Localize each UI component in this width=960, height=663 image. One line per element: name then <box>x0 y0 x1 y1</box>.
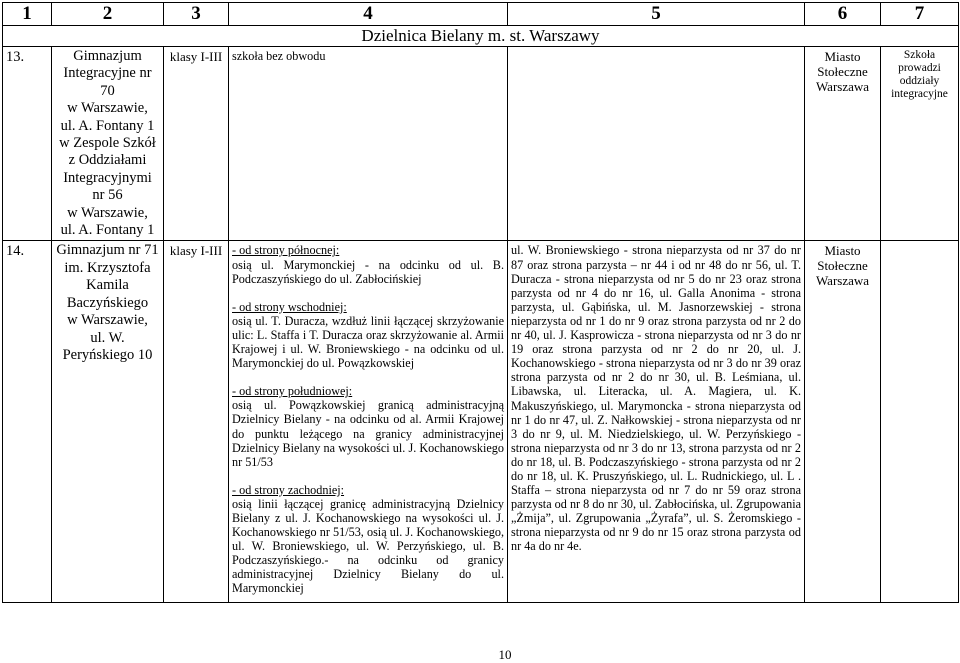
class-range: klasy I-III <box>164 241 229 602</box>
table-row <box>3 241 959 602</box>
district-title: Dzielnica Bielany m. st. Warszawy <box>3 26 959 47</box>
street-list <box>508 47 805 241</box>
page-number: 10 <box>498 647 512 662</box>
boundary-text-west: osią linii łączącej granicę administracyjną Dzielnicy Bielany z ul. J. Kochanowskiego na wysokości ul. J. Kochanowskiego nr 51/53, osią ul. J. Kochanowskiego, ul. W. Broniewskiego, ul. W. Perzyńskiego, ul. B. Podczaszyńskiego.- na odcinku od granicy administracyjnej Dzielnicy Bielany do ul. Marymonckiej <box>232 496 504 596</box>
school-boundary: szkoła bez obwodu <box>229 47 508 241</box>
school-note: Szkoła prowadzi oddziały integracyjne <box>881 47 959 241</box>
column-header: 3 <box>164 3 229 26</box>
column-header: 7 <box>881 3 959 26</box>
district-table <box>2 2 959 603</box>
school-boundary <box>229 241 508 602</box>
city: Miasto Stołeczne Warszawa <box>805 47 881 241</box>
column-header: 6 <box>805 3 881 26</box>
column-header: 1 <box>3 3 52 26</box>
column-header: 2 <box>52 3 164 26</box>
boundary-text-east: osią ul. T. Duracza, wzdłuż linii łączącej skrzyżowanie ulic: L. Staffa i T. Duracza oraz skrzyżowanie al. Armii Krajowej i ul. W. Broniewskiego - na odcinku od ul. Marymonckiej do ul. Powązkowskiej <box>232 313 504 371</box>
boundary-text-north: osią ul. Marymonckiej - na odcinku od ul. B. Podczaszyńskiego do ul. Zabłocińskiej <box>232 257 504 286</box>
district-title-row <box>3 26 959 47</box>
column-header: 5 <box>508 3 805 26</box>
boundary-heading-west: - od strony zachodniej: <box>232 482 345 497</box>
boundary-text-south: osią ul. Powązkowskiej granicą administracyjną Dzielnicy Bielany - na odcinku od al. Armii Krajowej do punktu leżącego na granicy administracyjnej Dzielnicy Bielany na wysokości ul. J. Kochanowskiego nr 51/53 <box>232 398 504 469</box>
column-header: 4 <box>229 3 508 26</box>
street-list: ul. W. Broniewskiego - strona nieparzysta od nr 37 do nr 87 oraz strona parzysta – nr 44 i od nr 48 do nr 56, ul. T. Duracza - strona nieparzysta od nr 5 do nr 23 oraz strona parzysta od nr 4 do nr 16, ul. Galla Anonima - strona parzysta, ul. Gąbińska, ul. M. Jasnorzewskiej - strona nieparzysta od nr 1 do nr 9 oraz strona parzysta od nr 2 do nr 40, ul. J. Kasprowicza - strona nieparzysta od nr 3 do nr 19 oraz strona parzysta od nr 2 do nr 20, ul. J. Kochanowskiego - strona nieparzysta od nr 3 do nr 39 oraz strona parzysta od nr 2 do nr 30, ul. B. Leśmiana, ul. Libawska, ul. Literacka, ul. A. Magiera, ul. K. Makuszyńskiego, ul. Marymoncka - strona nieparzysta od nr 1 do nr 47, ul. Z. Nałkowskiej - strona nieparzysta od nr 3 do nr 9, ul. M. Niedzielskiego, ul. W. Perzyńskiego - strona nieparzysta od nr 3 do nr 13, strona parzysta od nr 2 do nr 18, ul. B. Podczaszyńskiego - strona parzysta od nr 2 do nr 18, ul. K. Pruszyńskiego, ul. L. Rudnickiego, ul. L . Staffa – strona nieparzysta od nr 7 do nr 59 oraz strona parzysta od nr 8 do nr 30, ul. Zabłocińska, ul. Zgrupowania „Żmija”, ul. Zgrupowania „Żyrafa”, ul. S. Żeromskiego - strona nieparzysta od nr 9 do nr 15 oraz strona parzysta od nr 4a do nr 4e. <box>508 241 805 602</box>
class-range: klasy I-III <box>164 47 229 241</box>
boundary-heading-east: - od strony wschodniej: <box>232 299 347 314</box>
row-number: 14. <box>3 241 52 602</box>
school-note <box>881 241 959 602</box>
boundary-heading-south: - od strony południowej: <box>232 384 353 399</box>
column-number-row <box>3 3 959 26</box>
city: Miasto Stołeczne Warszawa <box>805 241 881 602</box>
school-name: Gimnazjum nr 71 im. Krzysztofa Kamila Baczyńskiego w Warszawie, ul. W. Peryńskiego 10 <box>52 241 164 602</box>
row-number: 13. <box>3 47 52 241</box>
school-name: Gimnazjum Integracyjne nr 70 w Warszawie, ul. A. Fontany 1 w Zespole Szkół z Oddziałami Integracyjnymi nr 56 w Warszawie, ul. A. Fontany 1 <box>52 47 164 241</box>
boundary-heading-north: - od strony północnej: <box>232 243 340 258</box>
table-row <box>3 47 959 241</box>
